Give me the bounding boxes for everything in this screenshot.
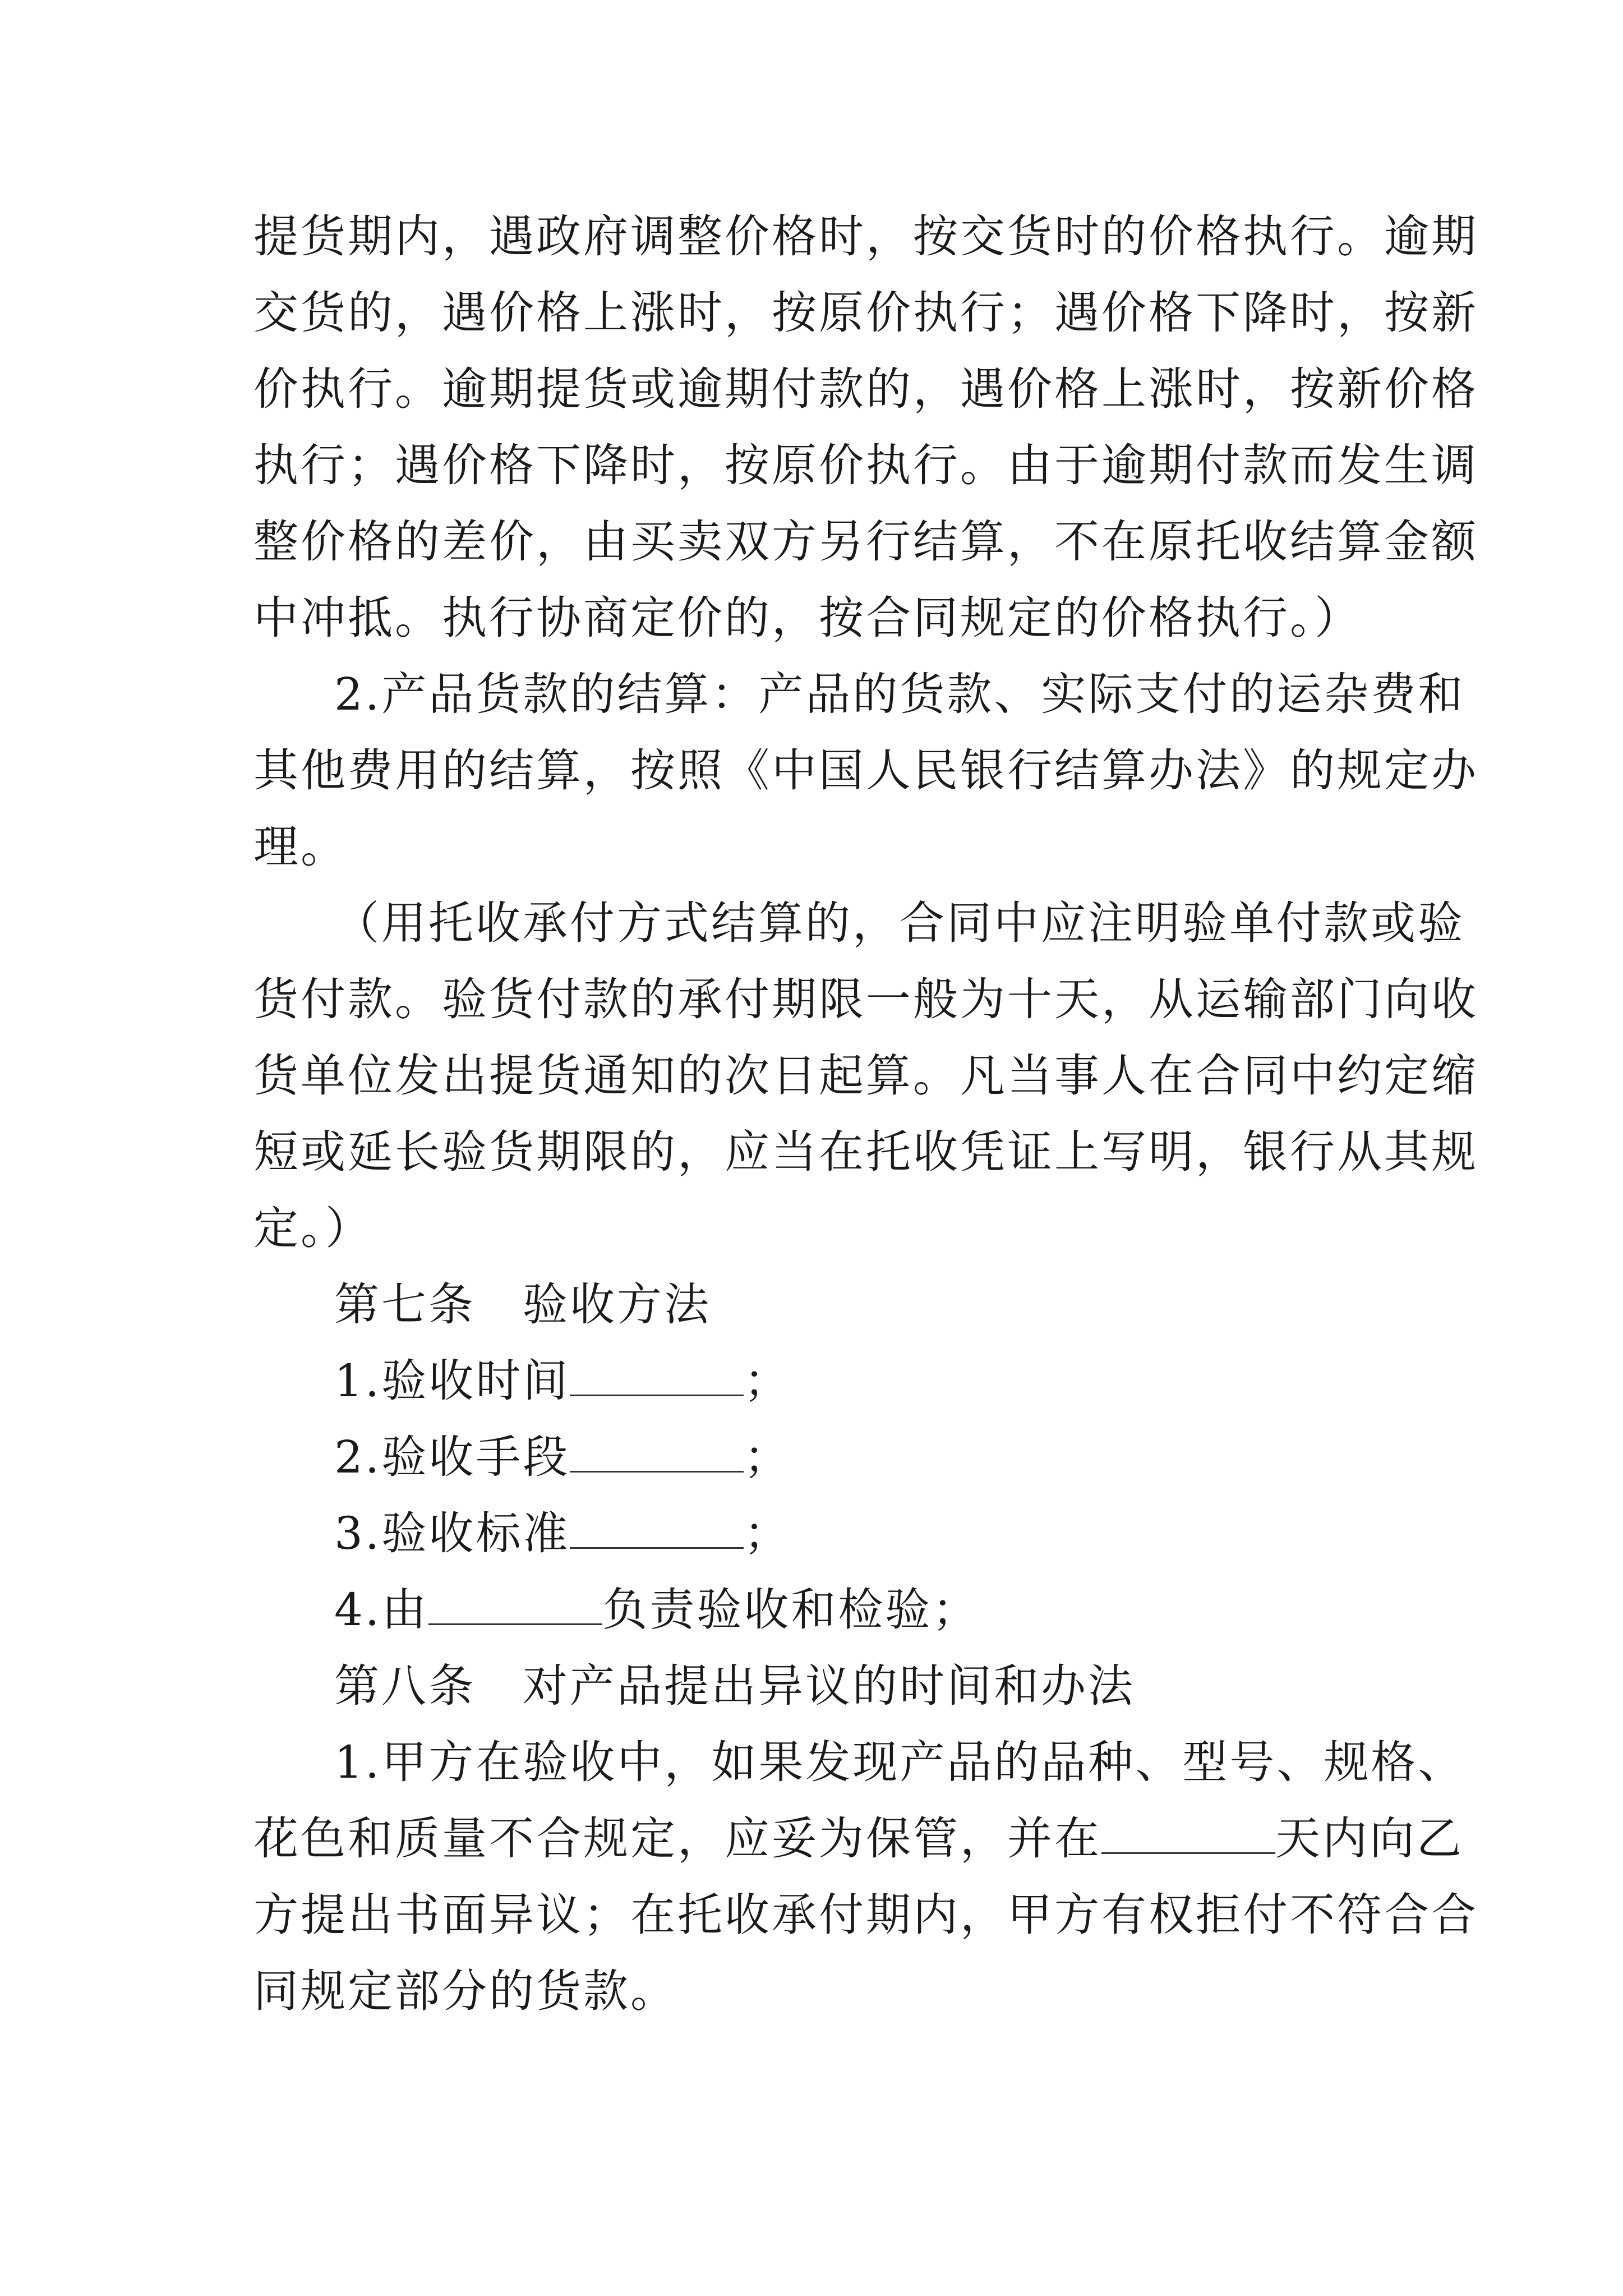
fill-blank[interactable] — [428, 1582, 602, 1625]
paragraph-line: 执行；遇价格下降时，按原价执行。由于逾期付款而发生调 — [253, 439, 1478, 491]
paragraph-line: 2.产品货款的结算：产品的货款、实际支付的运杂费和 — [334, 668, 1465, 720]
paragraph-line: 方提出书面异议；在托收承付期内，甲方有权拒付不符合合 — [253, 1889, 1478, 1941]
list-item — [334, 1506, 791, 1562]
list-item-label: 2.验收手段 — [334, 1431, 570, 1483]
paragraph-line: 提货期内，遇政府调整价格时，按交货时的价格执行。逾期 — [253, 210, 1478, 263]
list-item-label: 4.由 — [334, 1584, 429, 1636]
paragraph-line: 整价格的差价，由买卖双方另行结算，不在原托收结算金额 — [253, 516, 1478, 568]
paragraph-line: 1.甲方在验收中，如果发现产品的品种、型号、规格、 — [334, 1736, 1465, 1788]
paragraph-line: （用托收承付方式结算的，合同中应注明验单付款或验 — [334, 897, 1465, 949]
paragraph-line: 理。 — [253, 821, 348, 873]
list-item — [334, 1353, 791, 1409]
paragraph-text: 天内向乙 — [1275, 1812, 1464, 1865]
list-item — [334, 1582, 979, 1638]
fill-blank[interactable] — [570, 1506, 744, 1549]
paragraph-line: 中冲抵。执行协商定价的，按合同规定的价格执行。） — [253, 592, 1362, 644]
paragraph-text: 花色和质量不合规定，应妥为保管，并在 — [253, 1812, 1101, 1865]
list-item-label: 1.验收时间 — [334, 1355, 570, 1407]
article-heading: 第七条 验收方法 — [334, 1278, 711, 1331]
paragraph-line: 价执行。逾期提货或逾期付款的，遇价格上涨时，按新价格 — [253, 363, 1478, 415]
paragraph-line: 同规定部分的货款。 — [253, 1965, 677, 2017]
paragraph-line: 其他费用的结算，按照《中国人民银行结算办法》的规定办 — [253, 744, 1478, 797]
paragraph-line — [253, 1811, 1464, 1867]
paragraph-line: 短或延长验货期限的，应当在托收凭证上写明，银行从其规 — [253, 1126, 1478, 1178]
paragraph-line: 货单位发出提货通知的次日起算。凡当事人在合同中约定缩 — [253, 1050, 1478, 1102]
fill-blank[interactable] — [1101, 1811, 1275, 1854]
list-item-label: 3.验收标准 — [334, 1507, 570, 1559]
article-heading: 第八条 对产品提出异议的时间和办法 — [334, 1660, 1135, 1712]
paragraph-line: 定。） — [253, 1202, 372, 1254]
fill-blank[interactable] — [570, 1429, 744, 1473]
list-item-suffix: ； — [744, 1355, 791, 1407]
paragraph-line: 交货的，遇价格上涨时，按原价执行；遇价格下降时，按新 — [253, 287, 1478, 339]
list-item-suffix: ； — [744, 1431, 791, 1483]
fill-blank[interactable] — [570, 1353, 744, 1396]
list-item-suffix: ； — [744, 1507, 791, 1559]
paragraph-line: 货付款。验货付款的承付期限一般为十天，从运输部门向收 — [253, 973, 1478, 1025]
list-item — [334, 1429, 791, 1485]
list-item-suffix: 负责验收和检验； — [602, 1584, 980, 1636]
